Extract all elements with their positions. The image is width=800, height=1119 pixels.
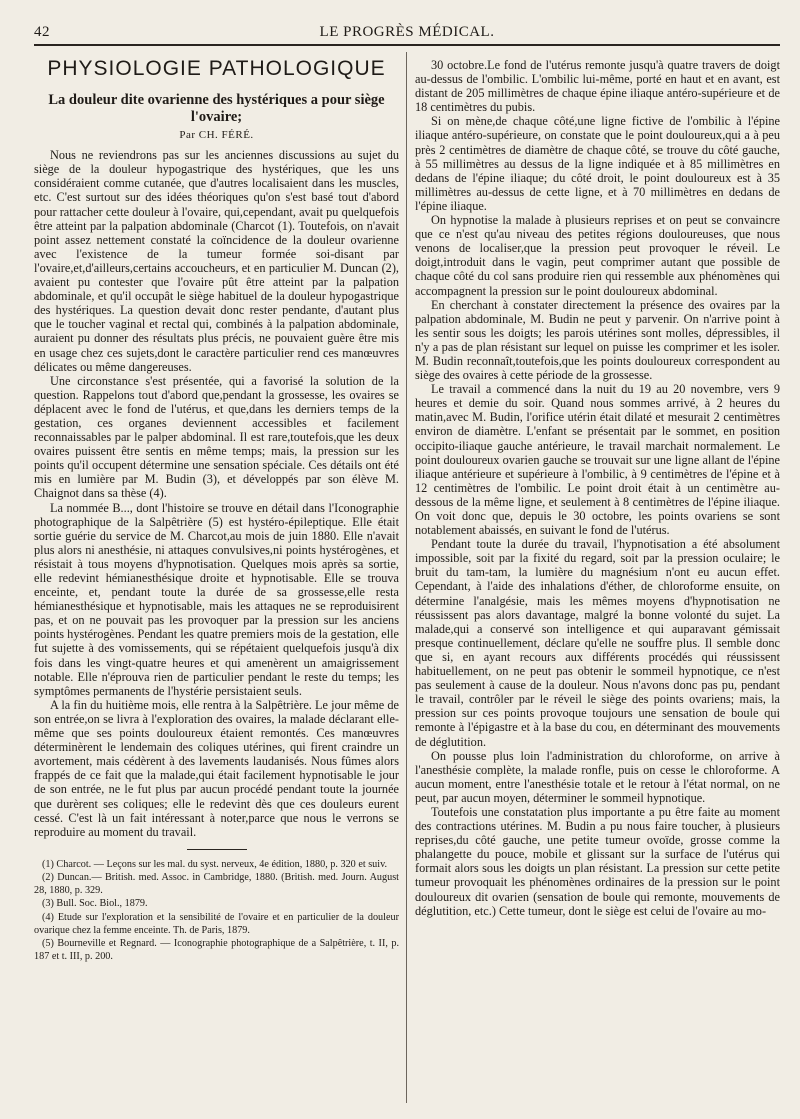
body-paragraph: On pousse plus loin l'administration du chloroforme, on arrive à l'anesthésie complète, la malade ronfle, puis on cesse le chloroforme. A aucun moment, entre l'anesthésie totale et le retour à l'état normal, on ne peut, par aucun moyen, déterminer le sommeil hypnotique. <box>415 748 780 805</box>
footnote-rule <box>187 849 247 850</box>
body-paragraph: A la fin du huitième mois, elle rentra à la Salpêtrière. Le jour même de son entrée,on se livra à l'exploration des ovaires, la malade déclarant elle-même que ses points douloureux étaient remontés. Ces manœuvres déterminèrent le lendemain des coliques utérines, qui firent craindre un avortement, mais cédèrent à des lavements laudanisés. Nous fûmes alors frappés de ce fait que la malade,qui était facilement hypnotisable le jour de son entrée, ne le fut plus par aucun procédé pendant toute la journée que durèrent ses coliques; elle le redevint dès que ces douleurs eurent cessé. C'est là un fait intéressant à noter,parce que nous le verrons se reproduire au moment du travail. <box>34 697 399 839</box>
running-head <box>34 24 780 44</box>
footnote: (2) Duncan.— British. med. Assoc. in Cambridge, 1880. (British. med. Journ. August 28, 1880, p. 329. <box>34 871 399 897</box>
page-number: 42 <box>34 24 50 40</box>
body-paragraph: Une circonstance s'est présentée, qui a favorisé la solution de la question. Rappelons tout d'abord que,pendant la grossesse, les ovaires se déplacent avec le fond de l'utérus, et que,dans les derniers temps de la gestation, ces organes deviennent accessibles et facilement reconnaissables par le palper abdominal. Il est rare,toutefois,que les deux ovaires puissent être sentis en même temps; mais, la pression sur les points qu'il occupent détermine une sensation spéciale. Ces détails ont été mis en lumière par M. Budin (3), et développés par son élève M. Chaignot dans sa thèse (4). <box>34 373 399 501</box>
byline: Par CH. FÉRÉ. <box>179 129 254 142</box>
footnote: (3) Bull. Soc. Biol., 1879. <box>42 898 148 910</box>
body-paragraph: En cherchant à constater directement la présence des ovaires par la palpation abdominale, M. Budin ne peut y parvenir. On n'arrive point à les sentir sous les doigts; les parois utérines sont molles, dépressibles, il n'y a pas de plan résistant sur lequel on puisse les comprimer et les isoler. M. Budin reconnaît,toutefois,que les points douloureux correspondent au siège des ovaires à cette période de la grossesse. <box>415 297 780 383</box>
two-column-body <box>34 58 780 1109</box>
body-paragraph: Pendant toute la durée du travail, l'hypnotisation a été absolument impossible, soit par la fixité du regard, soit par la pression oculaire; le bruit du tam-tam, la lumière du magnésium n'ont eu aucun effet. Cependant, à l'aide des inhalations d'éther, de chloroforme ensuite, on détermine l'analgésie, mais les mêmes moyens d'hypnotisation ne réussissent pas alors davantage, malgré la bonne volonté du sujet. La malade,qui a conservé son intelligence et qui auparavant gémissait presque continuellement, déclare qu'elle ne souffre plus. Il semble donc que si, en ayant recours aux différents procédés qui réussissent habituellement, on ne peut pas obtenir le sommeil hypnotique, ce n'est pas seulement à cause de la douleur. Nous n'avons donc pas pu, pendant le travail, contrôler par le réveil le siège des points ovariens; mais, la pression sur ces points provoque toujours une sensation de boule qui remonte à l'épigastre et à la base du cou, en déterminant des mouvements de déglutition. <box>415 537 780 749</box>
body-paragraph: Toutefois une constatation plus importante a pu être faite au moment des contractions utérines. M. Budin a pu nous faire toucher, à plusieurs reprises,du côté gauche, une petite tumeur ovoïde, grosse comme la phalangette du pouce, mobile et glissant sur la surface de l'utérus qui formait alors sous les doigts un plan résistant. La pression sur cette petite tumeur provoquait les phénomènes ordinaires de la pression sur le point douloureux dit ovarien (sensation de boule qui remonte, mouvements de déglutition, etc.) Cette tumeur, dont le siège est celui de l'ovaire au mo- <box>415 804 780 918</box>
body-paragraph: Si on mène,de chaque côté,une ligne fictive de l'ombilic à l'épine iliaque antéro-supérieure, on constate que le point douloureux,qui a à peu près 2 centimètres de diamètre de chaque côté, se trouve du côté gauche, à 55 millimètres au dessus de la ligne indiquée et à 85 millimètres en dedans de l'épine iliaque; du côté droit, le point douloureux est à 35 millimètres au-dessus de cette ligne, et à 70 millimètres en dedans de l'épine iliaque. <box>415 114 780 213</box>
body-paragraph: Le travail a commencé dans la nuit du 19 au 20 novembre, vers 9 heures et demie du soir. Quand nous sommes arrivé, à 2 heures du matin,avec M. Budin, l'orifice utérin était dilaté et mesurait 2 centimètres environ de diamètre. L'enfant se présentait par le sommet, en position occipito-iliaque gauche antérieure, le travail marchait normalement. Le point douloureux ovarien gauche se trouvait sur une ligne allant de l'épine iliaque antérieure et supérieure à l'ombilic, à 9 centimètres de l'épine et à 12 centimètres de l'ombilic. Le point droit était à un centimètre au-dessous de la même ligne, et seulement à 8 centimètres de l'épine iliaque. On voit donc que, depuis le 30 octobre, les points ovariens se sont notablement abaissés, en suivant le fond de l'utérus. <box>415 382 780 538</box>
section-title: PHYSIOLOGIE PATHOLOGIQUE <box>47 58 386 80</box>
right-body-text <box>415 58 780 918</box>
journal-title: LE PROGRÈS MÉDICAL. <box>319 24 495 40</box>
left-column <box>34 58 399 1109</box>
footnotes <box>34 858 399 964</box>
footnote: (4) Etude sur l'exploration et la sensibilité de l'ovaire et en particulier de la douleur ovarique chez la femme enceinte. Th. de Paris, 1879. <box>34 911 399 936</box>
body-paragraph: On hypnotise la malade à plusieurs reprises et on peut se convaincre que ce n'est qu'au niveau des petites régions douloureuses, que nous venons de localiser,que la pression peut provoquer le réveil. Le doigt,introduit dans le vagin, peut comprimer autant que possible de chaque côté du col sans produire rien qui ressemble aux phénomènes qui accompagnent la pression sur le point douloureux abdominal. <box>415 213 780 298</box>
body-paragraph: La nommée B..., dont l'histoire se trouve en détail dans l'Iconographie photographique de la Salpêtrière (5) est hystéro-épileptique. Elle était sortie guérie du service de M. Charcot,au mois de juin 1880. Elle n'avait plus alors ni anesthésie, ni attaques convulsives,ni points hystérogènes, et résistait à tous moyens d'hypnotisation. Quelques mois après sa sortie, elle redevint hémianesthésique droite et hypnotisable. Elle se trouva enceinte, et, pendant toute la durée de sa grossesse,elle resta hémianesthésique et hypnotisable, mais les attaques ne se reproduisirent pas, et on ne pouvait pas les provoquer par la pression sur les anciens points hystérogènes. Pendant les quatre premiers mois de la gestation, elle fut sujette à des vomissements, qui se répétaient quelquefois jusqu'à dix fois dans les vingt-quatre heures et qui amenèrent un amaigrissement notable. Elle n'éprouva rien de particulier pendant le reste du temps; les symptômes permanents de l'hystérie persistaient seuls. <box>34 500 399 698</box>
article-title: La douleur dite ovarienne des hystériques a pour siège l'ovaire; <box>48 92 385 126</box>
footnote: (1) Charcot. — Leçons sur les mal. du syst. nerveux, 4e édition, 1880, p. 320 et suiv. <box>42 858 388 870</box>
right-column <box>415 58 780 1109</box>
left-body-text <box>34 148 399 839</box>
header-rule <box>34 44 780 46</box>
footnote: (5) Bourneville et Regnard. — Iconographie photographique de a Salpêtrière, t. II, p. 187 et t. III, p. 200. <box>34 938 399 963</box>
body-paragraph: Nous ne reviendrons pas sur les anciennes discussions au sujet du siège de la douleur hypogastrique des hystériques, que les uns considéraient comme cutanée, que d'autres localisaient dans les muscles, etc. C'est surtout sur des idées théoriques qu'on s'est basé tout d'abord pour rattacher cette douleur à l'ovaire, qui,cependant, avait pu quelquefois être atteint par la palpation abdominale (Charcot (1). Toutefois, on n'avait point assez nettement constaté la coïncidence de la douleur ovarienne avec l'existence de la tumeur formée soi-disant par l'ovaire,et,d'ailleurs,certains accoucheurs, et en particulier M. Duncan (2), avaient pu contester que l'ovaire pût être atteint par la palpation abdominale, et qu'il occupât le siège habituel de la douleur hypogastrique des hystériques. La question devait donc rester pendante, d'autant plus que le toucher vaginal et rectal qui, combinés à la palpation abdominale, auraient pu donner des résultats plus précis, ne pouvaient guère être mis en usage chez ces sujets,dont le caractère particulier rend ces manœuvres délicates ou même dangereuses. <box>34 148 399 374</box>
body-paragraph: 30 octobre.Le fond de l'utérus remonte jusqu'à quatre travers de doigt au-dessus de l'ombilic. L'ombilic lui-même, porté en haut et en avant, est distant de 205 millimètres de chaque épine iliaque antéro-supérieure et de 18 centimètres du pubis. <box>415 58 780 115</box>
